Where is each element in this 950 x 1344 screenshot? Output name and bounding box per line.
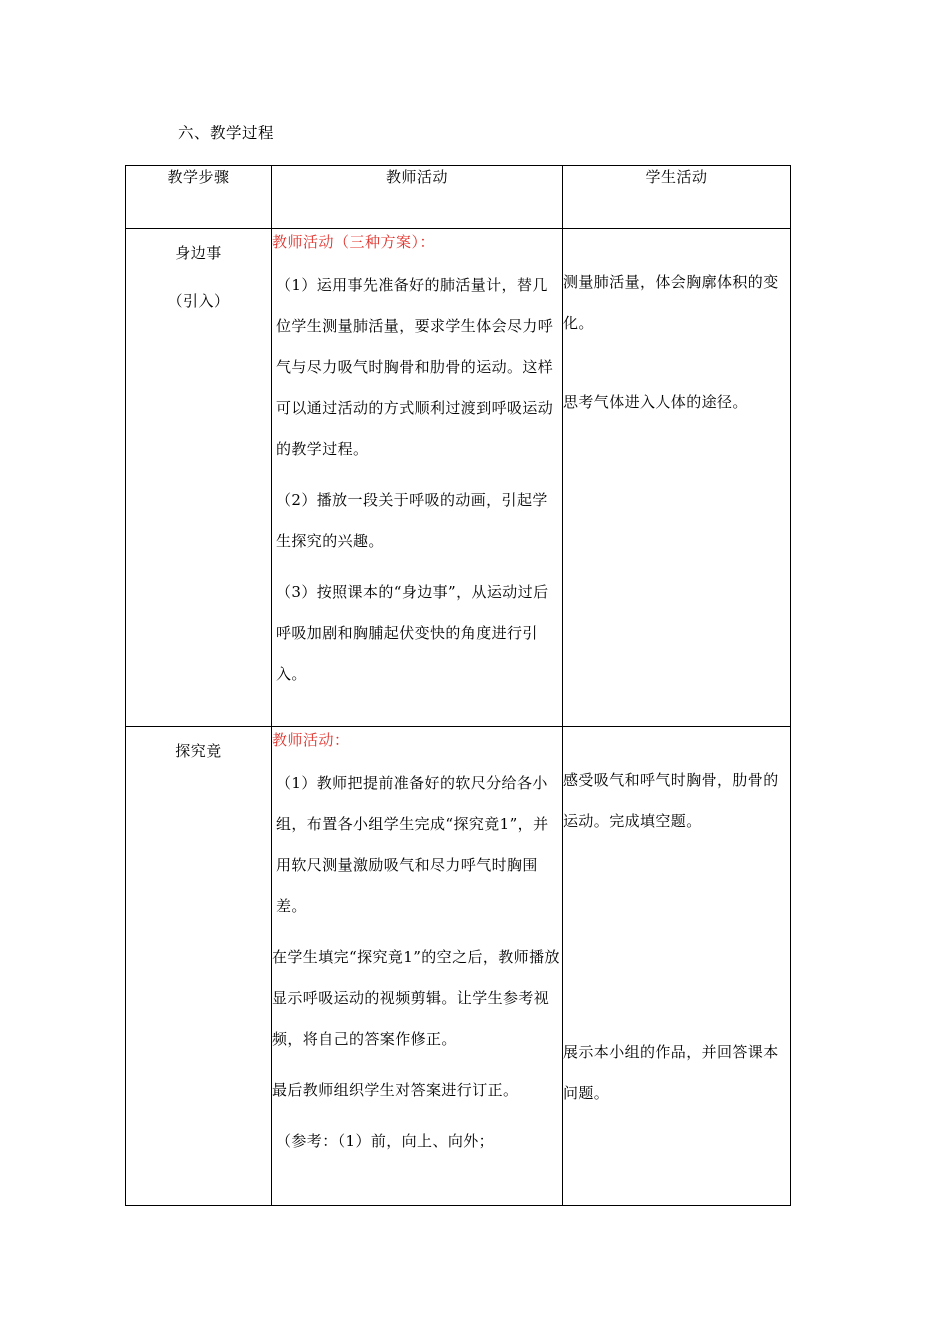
student-paragraph: 测量肺活量，体会胸廓体积的变化。 <box>563 273 779 332</box>
table-row <box>126 229 791 727</box>
teacher-paragraph: （1）运用事先准备好的肺活量计，替几位学生测量肺活量，要求学生体会尽力呼气与尽力吸气时胸骨和肋骨的运动。这样可以通过活动的方式顺利过渡到呼吸运动的教学过程。 <box>276 276 554 458</box>
step-cell <box>126 727 272 1206</box>
step-name: 身边事 <box>175 244 222 262</box>
teacher-paragraph: （3）按照课本的“身边事”，从运动过后呼吸加剧和胸脯起伏变快的角度进行引入。 <box>276 583 549 683</box>
teacher-paragraph: （参考：（1）前，向上、向外； <box>276 1132 495 1150</box>
teacher-activity-title: 教师活动（三种方案）： <box>272 233 436 251</box>
table-row <box>126 727 791 1206</box>
teacher-paragraph: 在学生填完“探究竟1”的空之后，教师播放显示呼吸运动的视频剪辑。让学生参考视频，将自己的答案作修正。 <box>272 948 560 1048</box>
teaching-process-table <box>125 165 791 1206</box>
step-name: 探究竟 <box>175 742 222 760</box>
header-step: 教学步骤 <box>126 166 272 229</box>
student-activity-cell <box>563 727 791 1206</box>
teacher-activity-cell <box>272 229 563 727</box>
teacher-activity-title: 教师活动： <box>272 731 350 749</box>
header-student-activity: 学生活动 <box>563 166 791 229</box>
table-header-row <box>126 166 791 229</box>
student-paragraph: 展示本小组的作品，并回答课本问题。 <box>563 1043 779 1102</box>
student-paragraph: 思考气体进入人体的途径。 <box>563 393 748 411</box>
student-activity-cell <box>563 229 791 727</box>
teacher-paragraph: （2）播放一段关于呼吸的动画，引起学生探究的兴趣。 <box>276 491 548 550</box>
step-subtitle: （引入） <box>167 292 230 310</box>
section-heading: 六、教学过程 <box>178 124 275 142</box>
teacher-activity-cell <box>272 727 563 1206</box>
student-paragraph: 感受吸气和呼气时胸骨，肋骨的运动。完成填空题。 <box>563 771 779 830</box>
teacher-paragraph: 最后教师组织学生对答案进行订正。 <box>272 1081 519 1099</box>
teacher-paragraph: （1）教师把提前准备好的软尺分给各小组，布置各小组学生完成“探究竟1”，并用软尺测量激励吸气和尽力呼气时胸围差。 <box>276 774 549 915</box>
step-cell <box>126 229 272 727</box>
header-teacher-activity: 教师活动 <box>272 166 563 229</box>
